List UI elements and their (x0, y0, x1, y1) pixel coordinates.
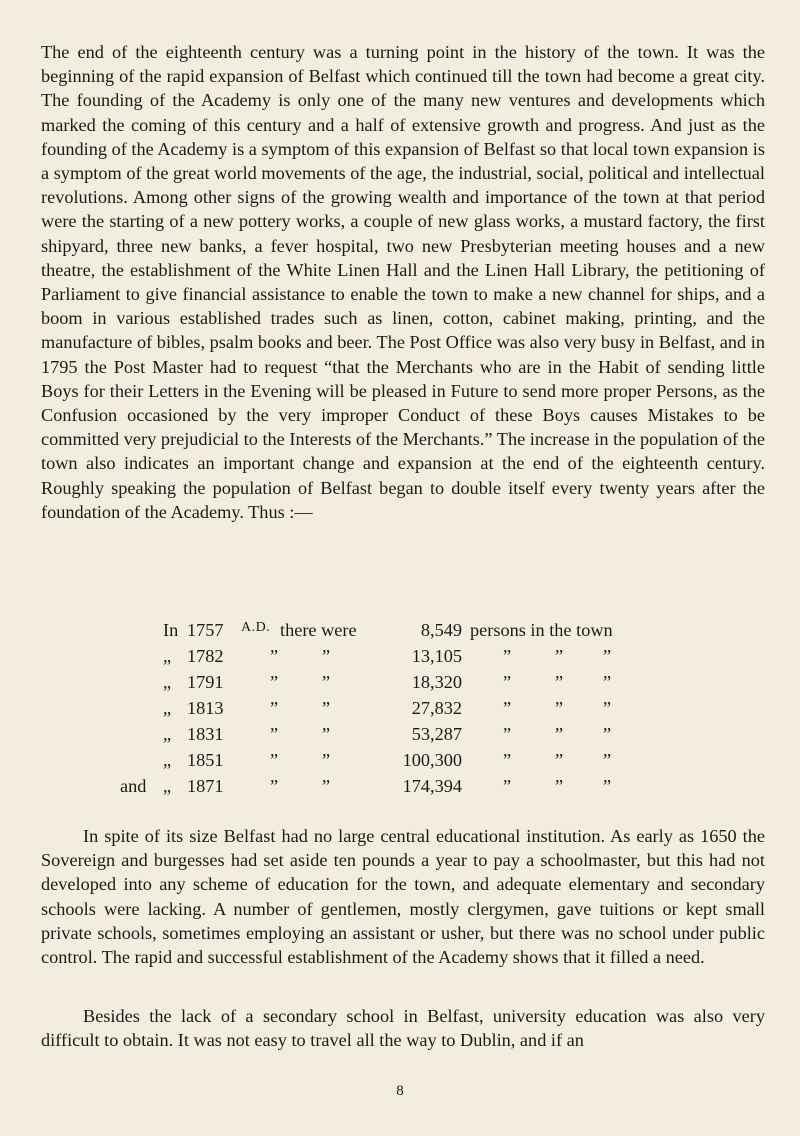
table-row (0, 620, 800, 646)
table-row (0, 750, 800, 776)
row-ditto-mark: ” (322, 750, 331, 770)
row-ditto-mark: ” (322, 672, 331, 692)
row-count: 100,300 (402, 750, 462, 770)
row-phrase: there were (280, 620, 357, 640)
paragraph-education: In spite of its size Belfast had no large central educational institution. As early as 1650 the Sovereign and burgesses had set aside ten pounds a year to pay a schoolmaster, but this had not developed into any scheme of education for the town, and adequate elementary and secondary schools were lacking. A number of gentlemen, mostly clergymen, gave tuitions or kept small private schools, sometimes employing an assistant or usher, but there was no school under public control. The rapid and successful establishment of the Academy shows that it filled a need. (41, 826, 765, 968)
row-ditto-mark: „ (163, 750, 172, 770)
row-ditto-mark: ” (270, 776, 279, 796)
row-count: 18,320 (411, 672, 462, 692)
row-ditto-mark: ” (270, 750, 279, 770)
row-ditto-mark: „ (163, 646, 172, 666)
row-ditto-mark: ” (503, 776, 512, 796)
row-ditto-mark: ” (555, 724, 564, 744)
row-ditto-mark: ” (603, 776, 612, 796)
row-year: 1871 (187, 776, 224, 796)
paragraph-town-expansion: The end of the eighteenth century was a turning point in the history of the town. It was the beginning of the rapid expansion of Belfast which continued till the town had become a great city. The founding of the Academy is only one of the many new ventures and developments which marked the coming of this century and a half of extensive growth and progress. And just as the founding of the Academy is a symptom of this expansion of Belfast so that local town expansion is a symptom of the great world movements of the age, the industrial, social, political and intellectual revolutions. Among other signs of the growing wealth and importance of the town at that period were the starting of a new pottery works, a couple of new glass works, a mustard factory, the first shipyard, three new banks, a fever hospital, two new Presbyterian meeting houses and a new theatre, the establishment of the White Linen Hall and the Linen Hall Library, the petitioning of Parliament to give financial assistance to enable the town to make a new channel for ships, and a boom in various established trades such as linen, cotton, cabinet making, printing, and the manufacture of bibles, psalm books and beer. The Post Office was also very busy in Belfast, and in 1795 the Post Master had to request “that the Merchants who are in the Habit of sending little Boys for their Letters in the Evening will be pleased in Future to send more proper Persons, as the Confusion occasioned by the very improper Conduct of these Boys causes Mistakes to be committed very prejudicial to the Interests of the Merchants.” The increase in the population of the town also indicates an important change and expansion at the end of the eighteenth century. Roughly speaking the population of Belfast began to double itself every twenty years after the foundation of the Academy. Thus :— (41, 42, 765, 522)
row-ditto-mark: ” (322, 724, 331, 744)
row-ditto-mark: ” (503, 724, 512, 744)
row-prefix: and (120, 776, 147, 796)
row-ditto-mark: „ (163, 672, 172, 692)
row-ditto-mark: ” (555, 776, 564, 796)
table-row (0, 724, 800, 750)
row-ditto-mark: „ (163, 724, 172, 744)
row-year: 1851 (187, 750, 224, 770)
page-number: 8 (396, 1083, 404, 1099)
row-ditto-mark: ” (555, 672, 564, 692)
table-row (0, 776, 800, 802)
table-row (0, 672, 800, 698)
row-ditto-mark: ” (270, 672, 279, 692)
row-year: 1813 (187, 698, 224, 718)
row-ditto-mark: ” (270, 698, 279, 718)
row-year: 1757 (187, 620, 224, 640)
row-ditto-mark: ” (555, 698, 564, 718)
table-row (0, 698, 800, 724)
row-year: 1791 (187, 672, 224, 692)
row-count: 8,549 (420, 620, 462, 640)
row-count: 13,105 (411, 646, 462, 666)
row-ditto-mark: ” (603, 750, 612, 770)
row-year: 1831 (187, 724, 224, 744)
row-ditto-mark: ” (503, 646, 512, 666)
row-era-label: A.D. (241, 620, 271, 635)
row-ditto-mark: „ (163, 698, 172, 718)
row-ditto-mark: ” (322, 646, 331, 666)
row-ditto-mark: ” (322, 698, 331, 718)
row-ditto-mark: ” (322, 776, 331, 796)
row-ditto-mark: ” (503, 750, 512, 770)
row-count: 174,394 (402, 776, 462, 796)
row-count: 53,287 (411, 724, 462, 744)
row-ditto-mark: ” (603, 646, 612, 666)
row-ditto-mark: ” (603, 698, 612, 718)
row-ditto-mark: ” (603, 672, 612, 692)
row-ditto-mark: ” (270, 646, 279, 666)
row-ditto-mark: ” (603, 724, 612, 744)
row-ditto-mark: ” (503, 698, 512, 718)
row-prefix: In (163, 620, 179, 640)
row-ditto-mark: „ (163, 776, 172, 796)
row-year: 1782 (187, 646, 224, 666)
row-ditto-mark: ” (270, 724, 279, 744)
row-tail: persons in the town (470, 620, 613, 640)
row-count: 27,832 (411, 698, 462, 718)
table-row (0, 646, 800, 672)
row-ditto-mark: ” (555, 750, 564, 770)
paragraph-university: Besides the lack of a secondary school in Belfast, university education was also very difficult to obtain. It was not easy to travel all the way to Dublin, and if an (41, 1006, 765, 1051)
row-ditto-mark: ” (555, 646, 564, 666)
row-ditto-mark: ” (503, 672, 512, 692)
